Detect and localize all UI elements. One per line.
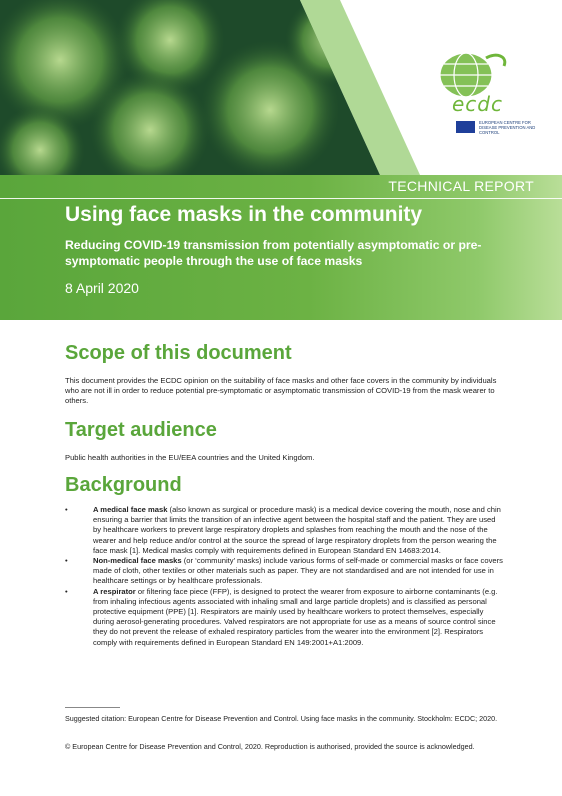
scope-text: This document provides the ECDC opinion on the suitability of face masks and other face covers in the community by individuals who are not ill in order to reduce potential pre-symptomatic or asymptomatic transmission of COVID-19 from the mask wearer to others.	[65, 376, 497, 406]
audience-text: Public health authorities in the EU/EEA countries and the United Kingdom.	[65, 453, 315, 462]
list-item: • A medical face mask (also known as surgical or procedure mask) is a medical device covering the mouth, nose and chin ensuring a barrier that limits the transition of an infective agent between the hospital staff and the patient. They are used by healthcare workers to prevent large respiratory droplets and splashes from reaching the mouth and the nose of the wearer and help reduce and/or control at the source the spread of large respiratory droplets from the person wearing the face mask [1]. Medical masks comply with requirements defined in European Standard EN 14683:2014.	[65, 505, 501, 555]
document-title: Using face masks in the community	[65, 203, 423, 226]
section-heading-scope: Scope of this document	[65, 342, 292, 364]
list-item: • A respirator or filtering face piece (FFP), is designed to protect the wearer from exposure to airborne contaminants (e.g. from inhaling infectious agents associated with inhaling small and large particle droplets) and is classified as personal protective equipment (PPE) [1]. Respirators are mainly used by healthcare workers to protect themselves, especially during aerosol-generating procedures. Valved respirators are not appropriate for use as a means of source control since they do not prevent the release of exhaled respiratory particles from the wearer into the environment [2]. Respirators comply with requirements defined in European Standard EN 149:2001+A1:2009.	[65, 586, 498, 647]
report-type: TECHNICAL REPORT	[388, 178, 534, 194]
section-heading-audience: Target audience	[65, 419, 217, 441]
divider	[0, 198, 562, 199]
logo-text: ecdc	[452, 92, 503, 116]
publication-date: 8 April 2020	[65, 280, 139, 296]
section-heading-background: Background	[65, 474, 182, 496]
suggested-citation: Suggested citation: European Centre for Disease Prevention and Control. Using face masks in the community. Stockholm: ECDC; 2020.	[65, 714, 498, 723]
footer-divider	[65, 707, 120, 708]
copyright-notice: © European Centre for Disease Prevention and Control, 2020. Reproduction is authorised, provided the source is acknowledged.	[65, 742, 475, 751]
list-item: • Non-medical face masks (or ‘community’ masks) include various forms of self-made or commercial masks or face covers made of cloth, other textiles or other materials such as paper. They are not standardised and are not intended for use in healthcare settings or by healthcare professionals.	[65, 556, 503, 586]
background-list	[65, 505, 505, 648]
logo-subtitle: EUROPEAN CENTRE FOR DISEASE PREVENTION AND CONTROL	[479, 120, 536, 135]
document-subtitle: Reducing COVID-19 transmission from potentially asymptomatic or pre-symptomatic people through the use of face masks	[65, 238, 482, 268]
eu-flag-icon	[456, 121, 475, 133]
